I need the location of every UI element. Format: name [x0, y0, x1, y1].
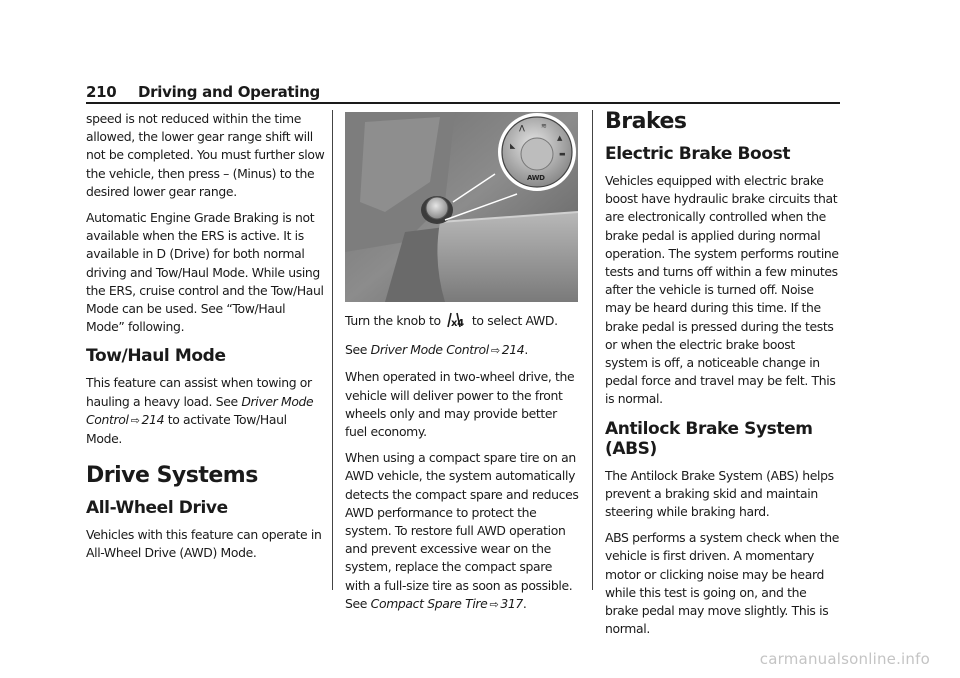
- paragraph-see-driver-mode: See Driver Mode Control ⇨ 214.: [345, 342, 528, 358]
- svg-text:x4: x4: [451, 318, 465, 328]
- watermark: carmanualsonline.info: [759, 650, 930, 668]
- svg-text:▬: ▬: [559, 150, 566, 158]
- header-rule: [86, 102, 840, 104]
- paragraph-two-wheel: When operated in two-wheel drive, the vehicle will deliver power to the front wheels only and may provide better fuel economy.: [345, 369, 575, 440]
- column-divider-1: [332, 110, 333, 590]
- heading-brakes: Brakes: [605, 109, 687, 134]
- awd-mode-icon: [445, 312, 467, 333]
- page-number: 210: [86, 83, 117, 101]
- console-illustration: [345, 112, 578, 302]
- heading-electric-brake-boost: Electric Brake Boost: [605, 144, 791, 164]
- page-ref-number[interactable]: 317: [500, 595, 523, 611]
- page-ref-number[interactable]: 214: [141, 411, 165, 427]
- svg-text:▲: ▲: [557, 134, 563, 142]
- column-right: [605, 110, 840, 646]
- link-compact-spare-tire[interactable]: Compact Spare Tire: [370, 595, 488, 611]
- paragraph-abs-intro: The Antilock Brake System (ABS) helps prevent a braking skid and maintain steering while braking hard.: [605, 467, 834, 520]
- paragraph-grade-braking: Automatic Engine Grade Braking is not available when the ERS is active. It is available in D (Drive) for both normal driving and Tow/Haul Mode. While using the ERS, cruise control and the Tow/Haul Mode can be used. See “Tow/Haul Mode” following.: [86, 210, 324, 335]
- page-ref-arrow-icon: ⇨: [489, 597, 499, 611]
- paragraph-tow-haul: This feature can assist when towing or hauling a heavy load. See Driver Mode Control ⇨ 214 to activate Tow/Haul Mode.: [86, 375, 314, 447]
- svg-text:◣: ◣: [510, 142, 516, 150]
- section-title: Driving and Operating: [138, 83, 320, 101]
- knob-awd-label: AWD: [527, 174, 545, 182]
- page-ref-arrow-icon: ⇨: [490, 344, 500, 358]
- paragraph-abs-check: ABS performs a system check when the vehicle is first driven. A momentary motor or clicking noise may be heard while this test is going on, and the brake pedal may move slightly. This is normal.: [605, 530, 840, 637]
- paragraph-turn-knob: Turn the knob to x4 to select AWD.: [345, 312, 580, 333]
- paragraph-compact-spare: When using a compact spare tire on an AWD vehicle, the system automatically detects the compact spare and reduces AWD performance to protect the system. To restore full AWD operation and prevent excessive wear on the system, replace the compact spare with a full-size tire as soon as possible. See Compact Spare Tire ⇨ 317.: [345, 450, 579, 611]
- heading-drive-systems: Drive Systems: [86, 463, 258, 489]
- paragraph-gear-range: speed is not reduced within the time allowed, the lower gear range shift will not be completed. You must further slow the vehicle, then press – (Minus) to the desired lower gear range.: [86, 111, 325, 199]
- paragraph-awd: Vehicles with this feature can operate in All-Wheel Drive (AWD) Mode.: [86, 527, 322, 561]
- column-left: [86, 110, 326, 571]
- page-ref-number[interactable]: 214: [501, 342, 525, 358]
- column-divider-2: [592, 110, 593, 590]
- svg-text:≋: ≋: [541, 122, 547, 130]
- heading-tow-haul: Tow/Haul Mode: [86, 346, 226, 367]
- heading-all-wheel-drive: All-Wheel Drive: [86, 498, 228, 519]
- link-driver-mode-control[interactable]: Driver Mode Control: [86, 393, 314, 427]
- link-driver-mode-control-2[interactable]: Driver Mode Control: [370, 342, 489, 358]
- paragraph-electric-brake-boost: Vehicles equipped with electric brake boost have hydraulic brake circuits that are electronically controlled when the brake pedal is applied during normal operation. The system performs routine tests and turns off within a few minutes after the vehicle is turned off. Noise may be heard during this time. If the brake pedal is pressed during the tests or when the electric brake boost system is off, a noticeable change in pedal force and travel may be felt. This is normal.: [605, 173, 839, 407]
- page-header: [86, 83, 840, 105]
- page-ref-arrow-icon: ⇨: [130, 413, 140, 427]
- svg-text:⋀: ⋀: [519, 124, 525, 132]
- column-middle: [345, 112, 580, 622]
- heading-abs: Antilock Brake System (ABS): [605, 418, 813, 459]
- awd-knob-photo: [345, 112, 578, 302]
